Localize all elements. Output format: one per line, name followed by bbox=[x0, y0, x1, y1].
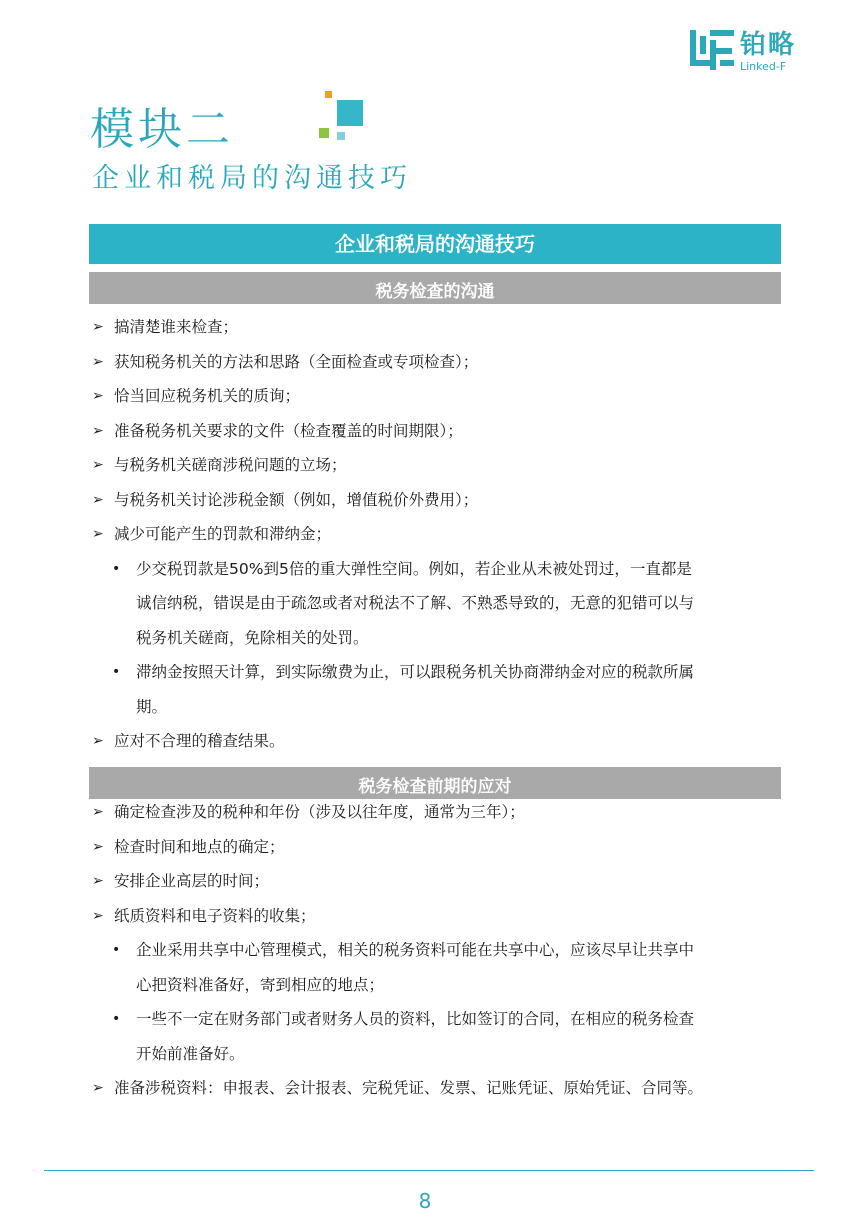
decorative-squares-icon bbox=[315, 88, 367, 144]
page-title: 模块二 bbox=[90, 104, 234, 155]
arrow-bullet-icon: ➢ bbox=[92, 804, 104, 820]
arrow-bullet-icon: ➢ bbox=[92, 838, 104, 855]
dot-bullet-icon: • bbox=[112, 560, 121, 577]
arrow-bullet-icon: ➢ bbox=[92, 422, 104, 439]
dot-bullet-icon: • bbox=[112, 942, 121, 958]
list-item: ➢ 应对不合理的稽查结果。 bbox=[90, 724, 780, 759]
list-item: ➢ 与税务机关磋商涉税问题的立场； bbox=[90, 448, 780, 483]
list-item: ➢ 与税务机关讨论涉税金额（例如，增值税价外费用）； bbox=[90, 483, 780, 518]
footer-divider bbox=[44, 1170, 814, 1171]
brand-name-en: Linked-F bbox=[740, 60, 787, 73]
sub-list-item: • 少交税罚款是50%到5倍的重大弹性空间。例如，若企业从未被处罚过，一直都是 诚信纳税，错误是由于疏忽或者对税法不了解、不熟悉导致的，无意的犯错可以与 税务机关磋商，免除相关的处罚。 bbox=[90, 552, 780, 656]
section-header-pre-inspection-response: 税务检查前期的应对 bbox=[89, 767, 781, 799]
page-number: 8 bbox=[418, 1189, 432, 1213]
sub-list-item: • 滞纳金按照天计算，到实际缴费为止，可以跟税务机关协商滞纳金对应的税款所属 期。 bbox=[90, 655, 780, 724]
brand-name-cn: 铂略 bbox=[740, 30, 797, 60]
arrow-bullet-icon: ➢ bbox=[92, 733, 104, 749]
list-item: ➢ 纸质资料和电子资料的收集； bbox=[90, 899, 780, 934]
arrow-bullet-icon: ➢ bbox=[92, 1080, 104, 1096]
page-subtitle: 企业和税局的沟通技巧 bbox=[92, 163, 412, 194]
sub-list-item: • 一些不一定在财务部门或者财务人员的资料，比如签订的合同，在相应的税务检查 开始前准备好。 bbox=[90, 1002, 780, 1071]
arrow-bullet-icon: ➢ bbox=[92, 526, 104, 542]
topic-banner: 企业和税局的沟通技巧 bbox=[89, 224, 781, 264]
arrow-bullet-icon: ➢ bbox=[92, 491, 104, 508]
brand-logo bbox=[690, 30, 810, 74]
list-item: ➢ 确定检查涉及的税种和年份（涉及以往年度，通常为三年）； bbox=[90, 795, 780, 830]
list-item: ➢ 恰当回应税务机关的质询； bbox=[90, 379, 780, 414]
linked-f-logo-icon bbox=[690, 30, 736, 74]
arrow-bullet-icon: ➢ bbox=[92, 457, 104, 473]
list-item: ➢ 搞清楚谁来检查； bbox=[90, 310, 780, 345]
dot-bullet-icon: • bbox=[112, 1011, 121, 1027]
list-item: ➢ 准备涉税资料：申报表、会计报表、完税凭证、发票、记账凭证、原始凭证、合同等。 bbox=[90, 1071, 780, 1106]
dot-bullet-icon: • bbox=[112, 664, 121, 680]
arrow-bullet-icon: ➢ bbox=[92, 388, 104, 404]
sub-list-item: • 企业采用共享中心管理模式，相关的税务资料可能在共享中心，应该尽早让共享中 心把资料准备好，寄到相应的地点； bbox=[90, 933, 780, 1002]
arrow-bullet-icon: ➢ bbox=[92, 907, 104, 924]
list-item: ➢ 安排企业高层的时间； bbox=[90, 864, 780, 899]
section-1-list bbox=[90, 310, 780, 759]
list-item: ➢ 获知税务机关的方法和思路（全面检查或专项检查）； bbox=[90, 345, 780, 380]
list-item: ➢ 检查时间和地点的确定； bbox=[90, 830, 780, 865]
section-header-tax-inspection-communication: 税务检查的沟通 bbox=[89, 272, 781, 304]
arrow-bullet-icon: ➢ bbox=[92, 873, 104, 889]
arrow-bullet-icon: ➢ bbox=[92, 353, 104, 370]
list-item: ➢ 准备税务机关要求的文件（检查覆盖的时间期限）； bbox=[90, 414, 780, 449]
arrow-bullet-icon: ➢ bbox=[92, 319, 104, 335]
list-item: ➢ 减少可能产生的罚款和滞纳金； bbox=[90, 517, 780, 552]
section-2-list bbox=[90, 795, 780, 1106]
